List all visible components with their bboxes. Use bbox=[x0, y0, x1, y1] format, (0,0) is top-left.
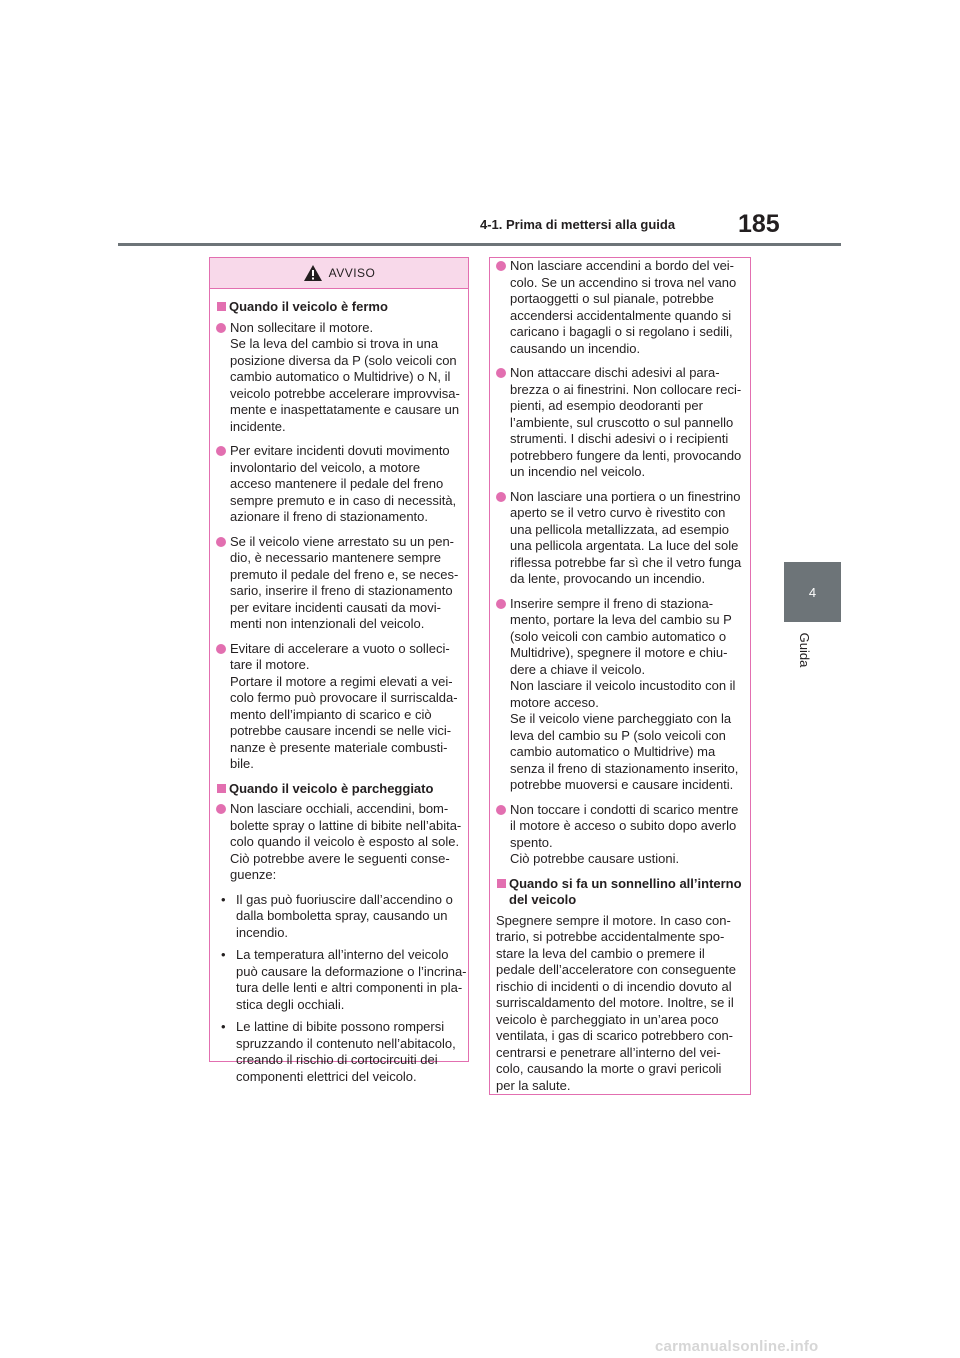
text-line: per evitare incidenti causati da movi- bbox=[230, 599, 441, 615]
text-line: Il gas può fuoriuscire dall’accendino o bbox=[236, 891, 453, 907]
bullet-dot-icon bbox=[216, 804, 226, 814]
text-line: Ciò potrebbe causare ustioni. bbox=[510, 851, 680, 866]
text-line: Per evitare incidenti dovuti movimento bbox=[230, 443, 450, 458]
text-line: Ciò potrebbe avere le seguenti conse- bbox=[230, 850, 450, 866]
bullet-item bbox=[216, 443, 460, 526]
text-line: Se la leva del cambio si trova in una bbox=[230, 336, 439, 351]
bullet-item bbox=[216, 641, 460, 773]
text-line: accendersi accidentalmente quando si bbox=[510, 307, 732, 323]
text-line: ventilata, i gas di scarico potrebbero con- bbox=[496, 1028, 734, 1043]
text-line: spruzzando il contenuto nell’abitacolo, bbox=[236, 1035, 456, 1051]
text-line: Quando si fa un sonnellino all’interno bbox=[509, 875, 742, 891]
sub-item bbox=[216, 892, 460, 942]
text-line: un incendio nel veicolo. bbox=[510, 464, 646, 479]
text-line: La temperatura all’interno del veicolo bbox=[236, 947, 449, 962]
text-line: colo. Se un accendino si trova nel vano bbox=[510, 274, 737, 290]
warning-header bbox=[210, 258, 468, 289]
warning-triangle-icon bbox=[303, 264, 323, 282]
text-line: caricano i bagagli o si regolano i sedili, bbox=[510, 324, 733, 339]
bullet-item bbox=[216, 534, 460, 633]
text-line: (solo veicoli con cambio automatico o bbox=[510, 628, 727, 644]
text-line: veicolo è parcheggiato in un’area poco bbox=[496, 1011, 719, 1027]
warning-body bbox=[210, 289, 468, 1085]
text-line: veicolo potrebbe accelerare improvvisa- bbox=[230, 385, 460, 401]
text-line: mento, portare la leva del cambio su P bbox=[510, 612, 732, 627]
text-line: aperto se il vetro curvo è rivestito con bbox=[510, 505, 726, 520]
text-line: componenti elettrici del veicolo. bbox=[236, 1068, 417, 1084]
watermark: carmanualsonline.info bbox=[655, 1338, 819, 1355]
section-heading bbox=[496, 876, 742, 909]
text-line: Inserire sempre il freno di staziona- bbox=[510, 595, 714, 611]
sub-item bbox=[216, 947, 467, 1013]
text-line: colo fermo può provocare il surriscalda- bbox=[230, 690, 458, 705]
bullet-item bbox=[496, 596, 742, 794]
text-line: cambio automatico o Multidrive) o N, il bbox=[230, 369, 451, 384]
bullet-dot-icon bbox=[496, 599, 506, 609]
text-line: Non toccare i condotti di scarico mentre bbox=[510, 801, 739, 817]
text-line: una pellicola argentata. La luce del sole bbox=[510, 538, 739, 553]
text-line: Non sollecitare il motore. bbox=[230, 319, 374, 335]
text-line: guenze: bbox=[230, 867, 277, 882]
text-line: senza il freno di stazionamento inserito, bbox=[510, 760, 739, 776]
sub-bullet-icon: • bbox=[221, 1019, 226, 1034]
text-line: involontario del veicolo, a motore bbox=[230, 459, 421, 475]
chapter-number: 4 bbox=[808, 584, 817, 600]
text-line: Non attaccare dischi adesivi al para- bbox=[510, 365, 720, 380]
text-line: del veicolo bbox=[509, 892, 577, 907]
bullet-item bbox=[496, 365, 742, 481]
text-line: leva del cambio su P (solo veicoli con bbox=[510, 727, 726, 743]
warning-body bbox=[490, 258, 750, 1094]
text-line: nanze è presente materiale combusti- bbox=[230, 739, 448, 755]
text-line: sario, inserire il freno di stazionamento bbox=[230, 583, 453, 598]
warning-box-right bbox=[489, 257, 751, 1095]
warning-box-left bbox=[209, 257, 469, 1084]
sub-bullet-icon: • bbox=[221, 891, 226, 907]
bullet-item bbox=[496, 802, 742, 868]
text-line: posizione diversa da P (solo veicoli con bbox=[230, 352, 457, 368]
text-line: Evitare di accelerare a vuoto o solleci- bbox=[230, 640, 450, 656]
text-line: Se il veicolo viene parcheggiato con la bbox=[510, 711, 732, 726]
bullet-dot-icon bbox=[496, 368, 506, 378]
text-line: Non lasciare occhiali, accendini, bom- bbox=[230, 801, 449, 816]
text-line: mente e inaspettatamente e causare un bbox=[230, 402, 460, 417]
text-line: da lente, provocando un incendio. bbox=[510, 571, 706, 586]
bullet-dot-icon bbox=[216, 537, 226, 547]
text-line: stare la leva del cambio o premere il bbox=[496, 945, 705, 961]
text-line: dalla bomboletta spray, causando un bbox=[236, 908, 448, 923]
text-line: pedale dell’acceleratore con conseguente bbox=[496, 962, 736, 977]
text-line: Non lasciare una portiera o un finestrino bbox=[510, 488, 741, 504]
header-rule bbox=[118, 243, 841, 246]
text-line: portaoggetti o sul pianale, potrebbe bbox=[510, 291, 714, 306]
text-line: il motore è acceso o subito dopo averlo bbox=[510, 818, 737, 833]
paragraph bbox=[496, 913, 742, 1095]
text-line: può causare la deformazione o l’incrina- bbox=[236, 963, 467, 979]
section-heading: Quando il veicolo è fermo bbox=[216, 299, 460, 316]
text-line: brezza o ai finestrini. Non collocare reci- bbox=[510, 381, 742, 397]
text-line: causando un incendio. bbox=[510, 340, 641, 356]
text-line: tura delle lenti e altri componenti in pla- bbox=[236, 980, 463, 995]
text-line: surriscaldamento del motore. Inoltre, se il bbox=[496, 995, 734, 1010]
text-line: creando il rischio di cortocircuiti dei bbox=[236, 1052, 438, 1067]
sub-item bbox=[216, 1019, 460, 1085]
text-line: dere a chiave il veicolo. bbox=[510, 661, 646, 677]
text-line: Non lasciare il veicolo incustodito con il bbox=[510, 678, 736, 693]
section-title: 4-1. Prima di mettersi alla guida bbox=[480, 217, 676, 232]
section-heading: Quando il veicolo è parcheggiato bbox=[216, 781, 460, 798]
text-line: Se il veicolo viene arrestato su un pen- bbox=[230, 533, 455, 549]
text-line: colo, causando la morte o gravi pericoli bbox=[496, 1061, 722, 1076]
bullet-dot-icon bbox=[496, 261, 506, 271]
text-line: Le lattine di bibite possono rompersi bbox=[236, 1019, 445, 1034]
text-line: spento. bbox=[510, 834, 553, 850]
text-line: pienti, ad esempio deodoranti per bbox=[510, 398, 703, 413]
chapter-tab bbox=[784, 562, 841, 622]
text-line: sempre premuto e in caso di necessità, bbox=[230, 492, 457, 508]
bullet-item bbox=[496, 489, 742, 588]
bullet-item bbox=[216, 320, 460, 436]
chapter-label: Guida bbox=[797, 632, 812, 668]
bullet-dot-icon bbox=[496, 492, 506, 502]
text-line: una pellicola metallizzata, ad esempio bbox=[510, 521, 729, 537]
text-line: premuto il pedale del freno e, se neces- bbox=[230, 566, 459, 582]
text-line: acceso mantenere il pedale del freno bbox=[230, 476, 444, 491]
text-line: centrarsi e penetrare all’interno del vei- bbox=[496, 1044, 721, 1060]
text-line: riflessa potrebbe far sì che il vetro funga bbox=[510, 554, 742, 570]
text-line: per la salute. bbox=[496, 1077, 571, 1093]
text-line: azionare il freno di stazionamento. bbox=[230, 509, 429, 524]
bullet-dot-icon bbox=[216, 446, 226, 456]
bullet-dot-icon bbox=[216, 644, 226, 654]
text-line: potrebbe causare incendi se nelle vici- bbox=[230, 723, 452, 738]
warning-label: AVVISO bbox=[328, 265, 376, 280]
sub-bullet-icon: • bbox=[221, 947, 226, 962]
text-line: incendio. bbox=[236, 924, 289, 940]
text-line: menti non intenzionali del veicolo. bbox=[230, 616, 425, 631]
bullet-dot-icon bbox=[496, 805, 506, 815]
text-line: l’ambiente, sul cruscotto o sul pannello bbox=[510, 414, 734, 430]
text-line: trario, si potrebbe accidentalmente spo- bbox=[496, 929, 725, 944]
page-number: 185 bbox=[738, 210, 780, 238]
text-line: bolette spray o lattine di bibite nell’abita- bbox=[230, 817, 462, 833]
bullet-item bbox=[496, 258, 742, 357]
text-line: potrebbe muoversi e causare incidenti. bbox=[510, 777, 734, 792]
bullet-dot-icon bbox=[216, 323, 226, 333]
text-line: incidente. bbox=[230, 418, 286, 434]
text-line: Spegnere sempre il motore. In caso con- bbox=[496, 912, 731, 928]
text-line: tare il motore. bbox=[230, 657, 310, 672]
text-line: potrebbero fungere da lenti, provocando bbox=[510, 447, 742, 463]
text-line: mento dell’impianto di scarico e ciò bbox=[230, 706, 432, 722]
text-line: motore acceso. bbox=[510, 694, 599, 710]
text-line: bile. bbox=[230, 756, 254, 771]
text-line: colo quando il veicolo è esposto al sole. bbox=[230, 834, 460, 849]
text-line: cambio automatico o Multidrive) ma bbox=[510, 744, 716, 759]
text-line: stica degli occhiali. bbox=[236, 996, 345, 1012]
text-line: Non lasciare accendini a bordo del vei- bbox=[510, 258, 735, 273]
text-line: Portare il motore a regimi elevati a vei- bbox=[230, 673, 453, 689]
text-line: rischio di incidenti o di incendio dovuto al bbox=[496, 978, 732, 994]
text-line: Multidrive), spegnere il motore e chiu- bbox=[510, 645, 728, 660]
text-line: strumenti. I dischi adesivi o i recipienti bbox=[510, 431, 729, 446]
bullet-item bbox=[216, 801, 460, 884]
text-line: dio, è necessario mantenere sempre bbox=[230, 550, 442, 565]
